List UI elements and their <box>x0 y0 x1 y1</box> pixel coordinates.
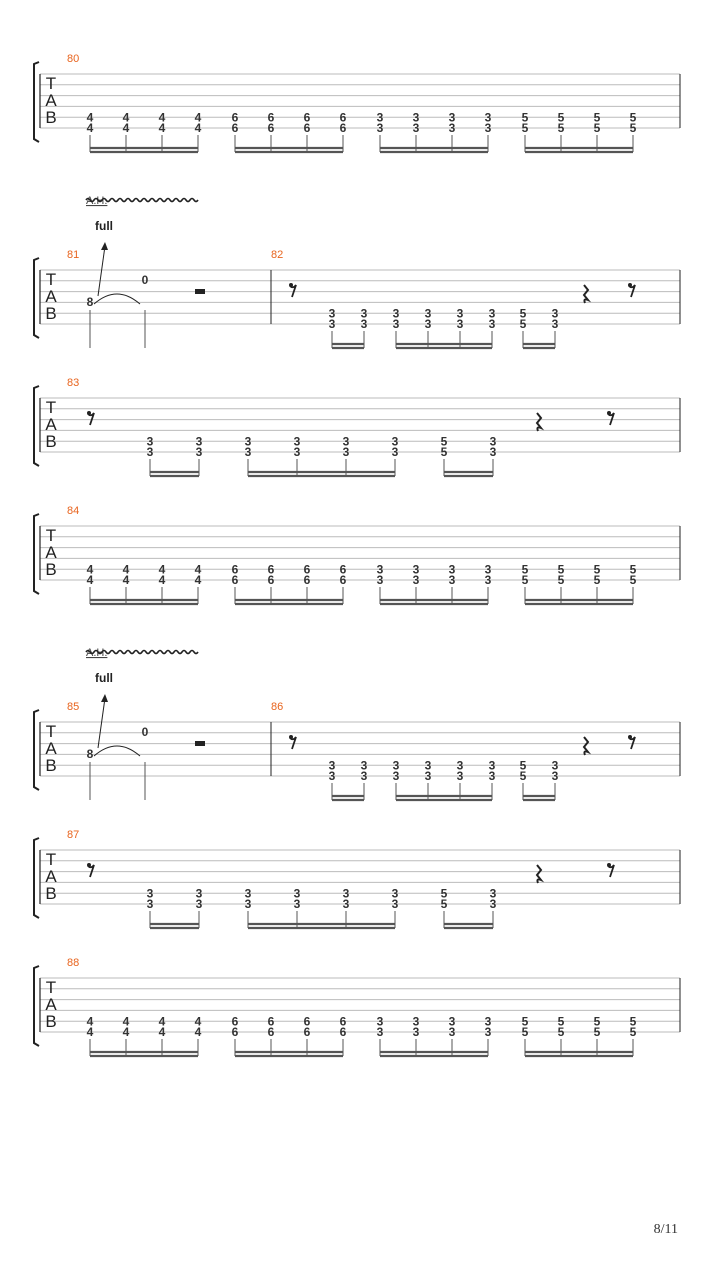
fret-number: 6 <box>267 110 275 125</box>
fret-number: 4 <box>158 1014 166 1029</box>
tab-clef-b: B <box>45 304 57 323</box>
fret-number: 3 <box>342 434 350 449</box>
tab-clef-t: T <box>45 74 57 93</box>
technique-label: A.H. <box>86 195 108 207</box>
technique-label: A.H. <box>86 647 108 659</box>
fret-number: 5 <box>557 562 565 577</box>
fret-number: 3 <box>293 897 301 911</box>
fret-number: 5 <box>440 445 448 459</box>
fret-number: 6 <box>339 110 347 125</box>
measure-number: 86 <box>271 701 284 713</box>
fret-number: 3 <box>342 897 350 911</box>
fret-number: 3 <box>293 434 301 449</box>
fret-number: 5 <box>629 573 637 587</box>
fret-number: 3 <box>244 886 252 901</box>
quarter-rest <box>537 865 541 883</box>
fret-number: 5 <box>519 758 527 773</box>
fret-number: 4 <box>194 1025 202 1039</box>
eighth-rest-dot <box>87 411 91 415</box>
fret-number: 6 <box>267 573 275 587</box>
fret-number: 6 <box>231 1025 239 1039</box>
fret-number: 5 <box>593 110 601 125</box>
fret-number: 3 <box>146 897 154 911</box>
tab-clef-t: T <box>45 978 57 997</box>
system-bracket <box>34 838 39 918</box>
fret-number: 3 <box>488 306 496 321</box>
quarter-rest <box>584 737 588 755</box>
fret-number: 4 <box>86 110 94 125</box>
fret-number: 3 <box>456 317 464 331</box>
fret-number: 6 <box>303 121 311 135</box>
fret-number: 3 <box>551 758 559 773</box>
tab-clef-b: B <box>45 108 57 127</box>
fret-number: 3 <box>392 758 400 773</box>
fret-number: 5 <box>519 317 527 331</box>
fret-number: 3 <box>146 434 154 449</box>
fret-number: 6 <box>231 573 239 587</box>
fret-number: 3 <box>448 121 456 135</box>
fret-number: 5 <box>519 769 527 783</box>
fret-number: 3 <box>391 886 399 901</box>
fret-number: 3 <box>448 562 456 577</box>
fret-number: 4 <box>122 121 130 135</box>
bend-label: full <box>95 219 113 233</box>
tab-clef-b: B <box>45 432 57 451</box>
fret-number: 3 <box>448 110 456 125</box>
fret-number: 3 <box>360 758 368 773</box>
fret-number: 5 <box>557 110 565 125</box>
fret-number: 3 <box>412 573 420 587</box>
system-bracket <box>34 710 39 790</box>
fret-number: 4 <box>194 110 202 125</box>
fret-number: 5 <box>440 886 448 901</box>
fret-number: 5 <box>521 1025 529 1039</box>
fret-number: 3 <box>293 886 301 901</box>
fret-number: 4 <box>194 121 202 135</box>
fret-number: 3 <box>489 897 497 911</box>
bend-arrowhead <box>101 694 108 702</box>
fret-number: 5 <box>593 1014 601 1029</box>
fret-number: 5 <box>440 897 448 911</box>
fret-number: 4 <box>158 562 166 577</box>
fret-number: 3 <box>484 562 492 577</box>
fret-number: 5 <box>629 121 637 135</box>
tab-clef-t: T <box>45 270 57 289</box>
fret-number: 3 <box>424 317 432 331</box>
fret-number: 4 <box>158 110 166 125</box>
fret-number: 3 <box>391 897 399 911</box>
eighth-rest-dot <box>289 735 293 739</box>
fret-number: 5 <box>521 562 529 577</box>
half-rest <box>195 741 205 746</box>
fret-number: 3 <box>488 758 496 773</box>
fret-number: 6 <box>303 1025 311 1039</box>
tab-clef-b: B <box>45 756 57 775</box>
fret-number: 6 <box>339 1014 347 1029</box>
fret-number: 4 <box>86 1025 94 1039</box>
eighth-rest-dot <box>628 735 632 739</box>
fret-number: 6 <box>303 573 311 587</box>
fret-number: 4 <box>194 573 202 587</box>
measure-number: 88 <box>67 957 80 969</box>
fret-number: 0 <box>141 273 149 287</box>
fret-number: 3 <box>328 758 336 773</box>
bend-curve <box>98 698 105 748</box>
fret-number: 3 <box>551 306 559 321</box>
eighth-rest-dot <box>607 863 611 867</box>
tab-clef-b: B <box>45 1012 57 1031</box>
fret-number: 4 <box>86 1014 94 1029</box>
eighth-rest-dot <box>87 863 91 867</box>
bend-arrowhead <box>101 242 108 250</box>
system-bracket <box>34 258 39 338</box>
fret-number: 3 <box>484 573 492 587</box>
fret-number: 3 <box>293 445 301 459</box>
fret-number: 4 <box>86 573 94 587</box>
fret-number: 3 <box>342 886 350 901</box>
fret-number: 0 <box>141 725 149 739</box>
fret-number: 4 <box>158 121 166 135</box>
fret-number: 4 <box>122 1025 130 1039</box>
fret-number: 3 <box>244 434 252 449</box>
fret-number: 6 <box>267 1014 275 1029</box>
fret-number: 3 <box>489 434 497 449</box>
fret-number: 3 <box>244 445 252 459</box>
fret-number: 3 <box>551 769 559 783</box>
tab-clef-a: A <box>45 287 57 306</box>
fret-number: 3 <box>195 886 203 901</box>
tab-clef-t: T <box>45 850 57 869</box>
fret-number: 4 <box>158 573 166 587</box>
fret-number: 3 <box>392 769 400 783</box>
fret-number: 6 <box>303 110 311 125</box>
fret-number: 3 <box>391 445 399 459</box>
fret-number: 3 <box>424 769 432 783</box>
fret-number: 3 <box>448 1014 456 1029</box>
tab-clef-b: B <box>45 884 57 903</box>
fret-number: 3 <box>376 1014 384 1029</box>
fret-number: 3 <box>195 434 203 449</box>
tab-clef-t: T <box>45 722 57 741</box>
fret-number: 3 <box>488 769 496 783</box>
bend-label: full <box>95 671 113 685</box>
fret-number: 6 <box>231 121 239 135</box>
fret-number: 3 <box>392 306 400 321</box>
fret-number: 5 <box>557 1014 565 1029</box>
fret-number: 3 <box>376 121 384 135</box>
tab-clef-a: A <box>45 995 57 1014</box>
fret-number: 3 <box>244 897 252 911</box>
fret-number: 3 <box>391 434 399 449</box>
fret-number: 6 <box>303 1014 311 1029</box>
fret-number: 3 <box>424 306 432 321</box>
tab-clef-a: A <box>45 543 57 562</box>
fret-number: 3 <box>484 121 492 135</box>
measure-number: 84 <box>67 505 80 517</box>
fret-number: 3 <box>376 1025 384 1039</box>
fret-number: 5 <box>629 562 637 577</box>
quarter-rest <box>584 285 588 303</box>
system-bracket <box>34 386 39 466</box>
fret-number: 5 <box>629 1014 637 1029</box>
fret-number: 3 <box>424 758 432 773</box>
fret-number: 4 <box>122 1014 130 1029</box>
fret-number: 3 <box>412 1014 420 1029</box>
eighth-rest-dot <box>628 283 632 287</box>
fret-number: 3 <box>488 317 496 331</box>
fret-number: 3 <box>484 1014 492 1029</box>
fret-number: 3 <box>146 445 154 459</box>
fret-number: 3 <box>392 317 400 331</box>
fret-number: 6 <box>339 562 347 577</box>
half-rest <box>195 289 205 294</box>
fret-number: 4 <box>194 1014 202 1029</box>
fret-number: 3 <box>448 573 456 587</box>
fret-number: 3 <box>412 121 420 135</box>
fret-number: 5 <box>557 1025 565 1039</box>
fret-number: 4 <box>86 121 94 135</box>
fret-number: 3 <box>376 573 384 587</box>
fret-number: 5 <box>593 121 601 135</box>
fret-number: 3 <box>360 769 368 783</box>
fret-number: 6 <box>339 1025 347 1039</box>
bend-curve <box>98 246 105 296</box>
fret-number: 4 <box>194 562 202 577</box>
fret-number: 3 <box>376 562 384 577</box>
fret-number: 3 <box>551 317 559 331</box>
system-bracket <box>34 62 39 142</box>
fret-number: 3 <box>195 445 203 459</box>
fret-number: 6 <box>267 1025 275 1039</box>
fret-number: 6 <box>303 562 311 577</box>
fret-number: 4 <box>86 562 94 577</box>
fret-number: 6 <box>231 110 239 125</box>
system-bracket <box>34 966 39 1046</box>
fret-number: 3 <box>412 1025 420 1039</box>
fret-number: 3 <box>412 562 420 577</box>
fret-number: 3 <box>484 1025 492 1039</box>
fret-number: 3 <box>456 758 464 773</box>
fret-number: 3 <box>328 769 336 783</box>
fret-number: 5 <box>440 434 448 449</box>
fret-number: 3 <box>146 886 154 901</box>
measure-number: 82 <box>271 249 284 261</box>
fret-number: 3 <box>328 317 336 331</box>
fret-number: 5 <box>521 1014 529 1029</box>
fret-number: 6 <box>231 1014 239 1029</box>
tab-clef-a: A <box>45 739 57 758</box>
fret-number: 5 <box>593 1025 601 1039</box>
fret-number: 3 <box>328 306 336 321</box>
eighth-rest-dot <box>607 411 611 415</box>
fret-number: 4 <box>122 110 130 125</box>
fret-number: 5 <box>557 573 565 587</box>
fret-number: 3 <box>342 445 350 459</box>
fret-number: 3 <box>484 110 492 125</box>
fret-number: 3 <box>489 886 497 901</box>
tab-clef-t: T <box>45 398 57 417</box>
fret-number: 3 <box>195 897 203 911</box>
measure-number: 83 <box>67 377 80 389</box>
tab-clef-a: A <box>45 415 57 434</box>
fret-number: 5 <box>519 306 527 321</box>
fret-number: 5 <box>629 1025 637 1039</box>
fret-number: 3 <box>489 445 497 459</box>
fret-number: 3 <box>456 306 464 321</box>
fret-number: 6 <box>267 562 275 577</box>
page-number: 8/11 <box>653 1222 678 1237</box>
fret-number: 5 <box>593 573 601 587</box>
measure-number: 85 <box>67 701 80 713</box>
fret-number: 5 <box>521 573 529 587</box>
fret-number: 3 <box>412 110 420 125</box>
fret-number: 4 <box>158 1025 166 1039</box>
fret-number: 8 <box>86 295 94 309</box>
fret-number: 3 <box>360 317 368 331</box>
fret-number: 4 <box>122 573 130 587</box>
tab-clef-t: T <box>45 526 57 545</box>
eighth-rest-dot <box>289 283 293 287</box>
fret-number: 5 <box>557 121 565 135</box>
system-bracket <box>34 514 39 594</box>
fret-number: 3 <box>360 306 368 321</box>
fret-number: 4 <box>122 562 130 577</box>
quarter-rest <box>537 413 541 431</box>
measure-number: 81 <box>67 249 80 261</box>
fret-number: 8 <box>86 747 94 761</box>
fret-number: 3 <box>376 110 384 125</box>
fret-number: 6 <box>267 121 275 135</box>
fret-number: 5 <box>593 562 601 577</box>
fret-number: 6 <box>339 573 347 587</box>
fret-number: 6 <box>339 121 347 135</box>
fret-number: 3 <box>456 769 464 783</box>
tab-clef-a: A <box>45 91 57 110</box>
measure-number: 80 <box>67 53 80 65</box>
fret-number: 6 <box>231 562 239 577</box>
tab-clef-b: B <box>45 560 57 579</box>
fret-number: 5 <box>521 110 529 125</box>
tab-clef-a: A <box>45 867 57 886</box>
fret-number: 3 <box>448 1025 456 1039</box>
measure-number: 87 <box>67 829 80 841</box>
fret-number: 5 <box>521 121 529 135</box>
fret-number: 5 <box>629 110 637 125</box>
